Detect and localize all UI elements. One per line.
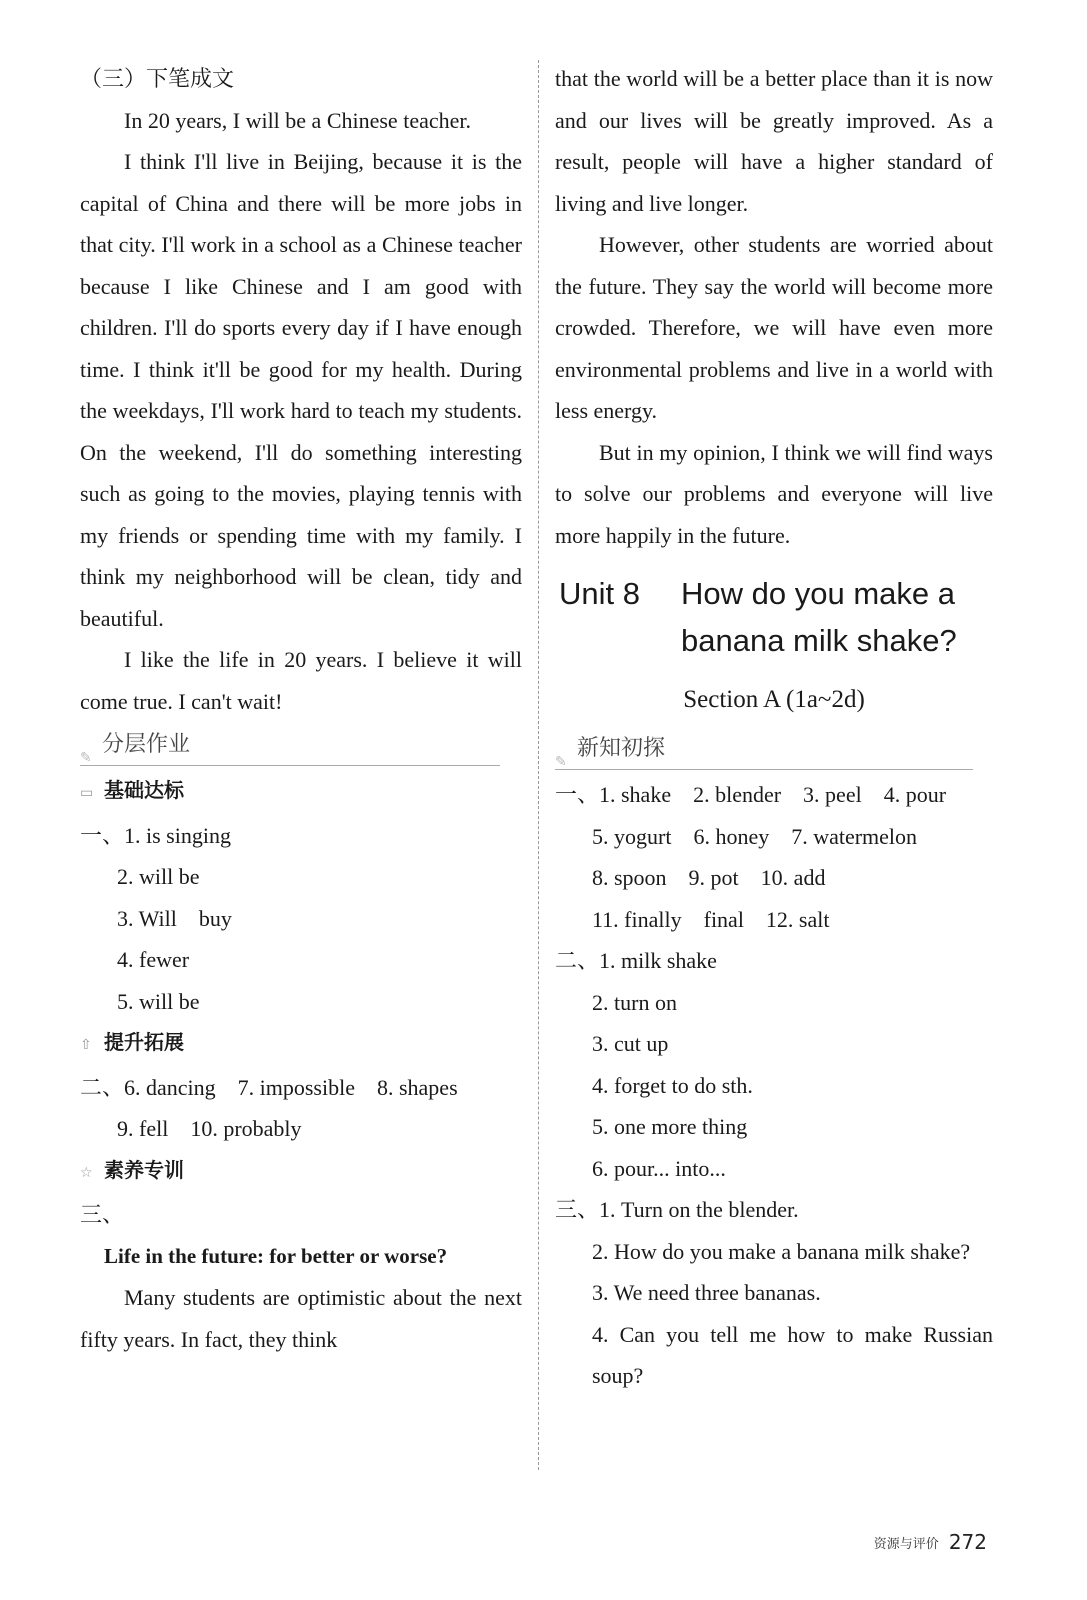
extend-header bbox=[80, 1022, 522, 1067]
left-column bbox=[80, 58, 522, 1360]
answer-number: 三、 bbox=[80, 1202, 125, 1227]
essay-title: Life in the future: for better or worse? bbox=[104, 1243, 448, 1268]
star-icon: ☆ bbox=[80, 1164, 93, 1181]
essay-paragraph: However, other students are worried about the future. They say the world will become more crowded. Therefore, we will have even more environmental problems and live in a world with less energy. bbox=[555, 232, 993, 423]
answer-line: 2. turn on bbox=[592, 989, 677, 1015]
page-footer bbox=[874, 1530, 987, 1554]
right-column bbox=[555, 58, 993, 1397]
unit-label: Unit 8 bbox=[559, 576, 640, 611]
essay-paragraph-cont: that the world will be a better place than it is now and our lives will be greatly improved. As a result, people will have a higher standard of living and live longer. bbox=[555, 66, 993, 216]
page-number: 272 bbox=[948, 1530, 987, 1554]
answer-line: 2. will be bbox=[117, 864, 200, 889]
layered-homework-header bbox=[80, 724, 500, 766]
basic-title: 基础达标 bbox=[104, 778, 184, 802]
leaf-icon: ✎ bbox=[80, 750, 92, 766]
answer-text: 2. How do you make a banana milk shake? bbox=[592, 1238, 971, 1264]
column-divider bbox=[538, 60, 539, 1470]
section-title: Section A (1a~2d) bbox=[683, 686, 865, 713]
answer-line: 8. spoon 9. pot 10. add bbox=[592, 865, 826, 890]
essay-paragraph: Many students are optimistic about the next fifty years. In fact, they think bbox=[80, 1285, 522, 1352]
unit-title-line2: banana milk shake? bbox=[681, 623, 957, 658]
new-knowledge-title: 新知初探 bbox=[577, 736, 666, 761]
answer-line bbox=[555, 1314, 993, 1397]
arrow-up-icon: ⇧ bbox=[80, 1037, 92, 1053]
layered-homework-title: 分层作业 bbox=[102, 732, 191, 757]
leaf-icon: ✎ bbox=[555, 754, 567, 770]
footer-text: 资源与评价 bbox=[873, 1536, 939, 1552]
unit-heading bbox=[559, 570, 993, 664]
answer-line: 6. pour... into... bbox=[592, 1155, 726, 1181]
answer-line: 一、1. is singing bbox=[80, 822, 231, 848]
answer-line: 3. Will buy bbox=[117, 905, 232, 931]
essay-paragraph-2: I think I'll live in Beijing, because it is the capital of China and there will be more jobs in that city. I'll work in a school as a Chinese teacher because I like Chinese and I am good with children. I'll do sports every day if I have enough time. I think it'll be good for my health. During the weekdays, I'll work hard to teach my students. On the weekend, I'll do something interesting such as going to the movies, playing tennis with my friends or spending time with my family. I think my neighborhood will be clean, tidy and beautiful. bbox=[80, 149, 522, 631]
answer-line: 三、1. Turn on the blender. bbox=[555, 1197, 799, 1222]
extend-title: 提升拓展 bbox=[104, 1030, 184, 1054]
answer-line: 11. finally final 12. salt bbox=[592, 906, 830, 932]
answer-line: 5. one more thing bbox=[592, 1114, 748, 1139]
answer-line: 二、1. milk shake bbox=[555, 948, 717, 973]
literacy-header bbox=[80, 1150, 522, 1195]
answer-line: 一、1. shake 2. blender 3. peel 4. pour bbox=[555, 782, 947, 807]
answer-line: 3. cut up bbox=[592, 1031, 669, 1056]
unit-title-line1: How do you make a bbox=[681, 576, 955, 611]
answer-line: 9. fell 10. probably bbox=[117, 1116, 302, 1141]
answer-line: 4. fewer bbox=[117, 947, 190, 972]
essay-paragraph-3: I like the life in 20 years. I believe it will come true. I can't wait! bbox=[80, 647, 522, 714]
book-icon: ▭ bbox=[80, 785, 94, 801]
answer-line bbox=[555, 1231, 993, 1273]
answer-text: 4. Can you tell me how to make Russian soup? bbox=[592, 1321, 993, 1388]
essay-paragraph-1: In 20 years, I will be a Chinese teacher. bbox=[124, 107, 471, 133]
answer-line: 5. will be bbox=[117, 988, 200, 1014]
basic-header bbox=[80, 770, 522, 815]
new-knowledge-header bbox=[555, 728, 973, 770]
answer-line: 5. yogurt 6. honey 7. watermelon bbox=[592, 823, 918, 849]
answer-line: 3. We need three bananas. bbox=[592, 1280, 821, 1305]
literacy-title: 素养专训 bbox=[104, 1157, 184, 1182]
answer-line: 4. forget to do sth. bbox=[592, 1072, 753, 1098]
answer-line: 二、6. dancing 7. impossible 8. shapes bbox=[80, 1074, 458, 1100]
section-heading: （三）下笔成文 bbox=[80, 66, 235, 91]
essay-paragraph: But in my opinion, I think we will find ways to solve our problems and everyone will live more happily in the future. bbox=[555, 439, 993, 548]
